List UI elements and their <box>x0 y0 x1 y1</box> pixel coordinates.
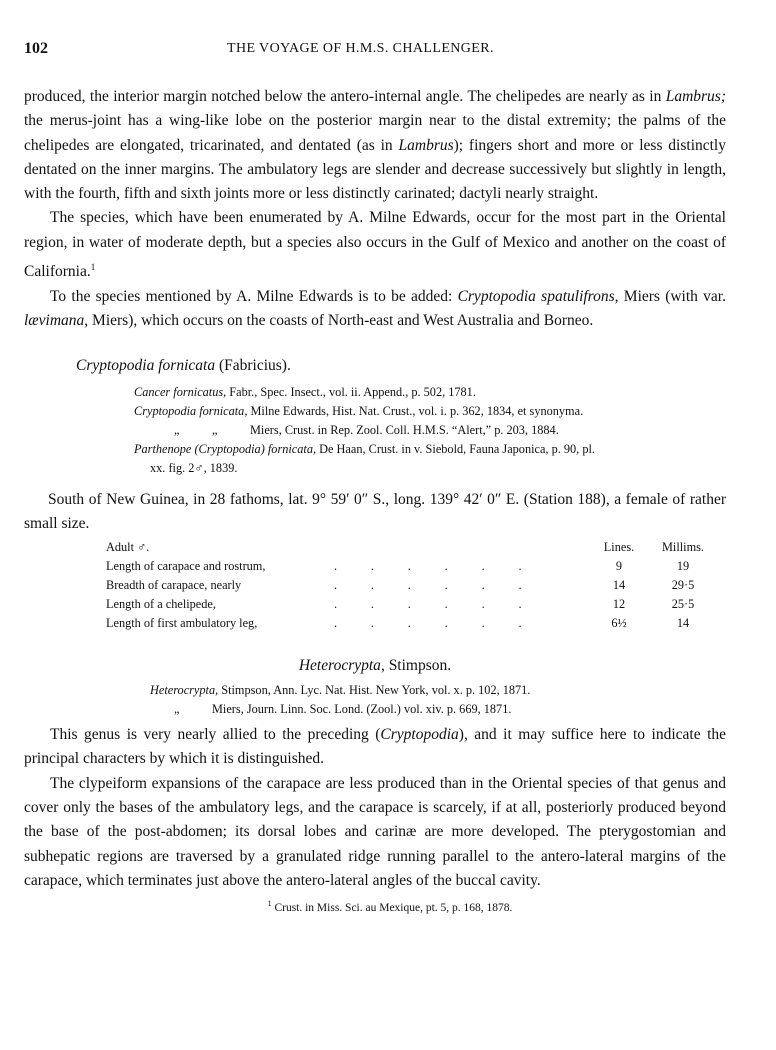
leader-dots: . . . . . . <box>334 616 522 631</box>
genus-synonym-entry: „ Miers, Journ. Linn. Soc. Lond. (Zool.) vol. xiv. p. 669, 1871. <box>174 702 512 717</box>
species-heading: Cryptopodia fornicata (Fabricius). <box>76 357 291 375</box>
measurement-lines: 14 <box>612 578 626 593</box>
page-number: 102 <box>24 40 48 57</box>
running-title: THE VOYAGE OF H.M.S. CHALLENGER. <box>227 41 494 56</box>
genus-heading: Heterocrypta, Stimpson. <box>298 657 452 675</box>
measurement-millims: 29·5 <box>671 578 695 593</box>
measurement-row <box>106 578 714 597</box>
paragraph-genus-description: The clypeiform expansions of the carapace are less produced than in the Oriental species of that genus and cover only the bases of the ambulatory legs, and the carapace is scarcely, if at all, posteriorly produced beyond the base of the post-abdomen; its dorsal lobes and carinæ are more developed. The pterygostomian and subhepatic regions are traversed by a granulated ridge running parallel to the antero-lateral margins of the carapace, which terminates just above the antero-lateral angles of the buccal cavity. <box>24 774 726 889</box>
leader-dots: . . . . . . <box>334 597 522 612</box>
measurement-millims: 14 <box>676 616 690 631</box>
measurement-lines: 6½ <box>611 616 627 631</box>
footnote-mark: 1 <box>267 899 272 909</box>
synonym-entry: Cryptopodia fornicata, Milne Edwards, Hist. Nat. Crust., vol. i. p. 362, 1834, et synonyma. <box>134 404 584 419</box>
paragraph-added-species: To the species mentioned by A. Milne Edwards is to be added: Cryptopodia spatulifrons, Miers (with var. lævimana, Miers), which occurs on the coasts of North-east and West Australia and Borneo. <box>24 287 726 329</box>
synonym-entry: Parthenope (Cryptopodia) fornicata, De Haan, Crust. in v. Siebold, Fauna Japonica, p. 90, pl. <box>134 442 595 457</box>
paragraph-genus-characters: produced, the interior margin notched below the antero-internal angle. The chelipedes are nearly as in Lambrus; the merus-joint has a wing-like lobe on the posterior margin near to the distal extremity; the palms of the chelipedes are elongated, tricarinated, and dentated (as in Lambrus); fingers short and more or less distinctly dentated on the inner margins. The ambulatory legs are slender and decrease successively but slightly in length, with the fourth, fifth and sixth joints more or less distinctly carinated; dactyli nearly straight. <box>24 88 726 203</box>
measurements-heading: Adult ♂. <box>106 540 150 555</box>
measurement-lines: 9 <box>615 559 623 574</box>
synonymy-list <box>24 383 726 478</box>
measurement-row <box>106 616 714 635</box>
locality-text: South of New Guinea, in 28 fathoms, lat. 9° 59′ 0″ S., long. 139° 42′ 0″ E. (Station 188), a female of rather small size. <box>24 491 726 533</box>
measurements-table <box>106 540 714 635</box>
paragraph-genus-affinity: This genus is very nearly allied to the preceding (Cryptopodia), and it may suffice here to indicate the principal characters by which it is distinguished. <box>24 726 727 768</box>
leader-dots: . . . . . . <box>334 559 522 574</box>
measurement-row <box>106 597 714 616</box>
measurement-millims: 25·5 <box>671 597 695 612</box>
synonym-entry: „ „ Miers, Crust. in Rep. Zool. Coll. H.M.S. “Alert,” p. 203, 1884. <box>174 423 559 438</box>
paragraph-distribution: The species, which have been enumerated by A. Milne Edwards, occur for the most part in the Oriental region, in water of moderate depth, but a species also occurs in the Gulf of Mexico and another on the coast of California.$^1$ <box>24 209 726 281</box>
measurement-row <box>106 559 714 578</box>
genus-synonymy <box>24 681 726 719</box>
synonym-entry-continued: xx. fig. 2♂, 1839. <box>150 461 238 476</box>
synonym-entry: Cancer fornicatus, Fabr., Spec. Insect., vol. ii. Append., p. 502, 1781. <box>134 385 476 400</box>
footnote-ref[interactable]: 1 <box>90 262 96 273</box>
leader-dots: . . . . . . <box>334 578 522 593</box>
measurement-label: Breadth of carapace, nearly <box>106 578 242 593</box>
measurement-millims: 19 <box>676 559 690 574</box>
measurement-label: Length of first ambulatory leg, <box>106 616 258 631</box>
measurement-label: Length of a chelipede, <box>106 597 216 612</box>
page <box>24 40 726 914</box>
measurement-lines: 12 <box>612 597 626 612</box>
measurement-label: Length of carapace and rostrum, <box>106 559 266 574</box>
footnote: $^1$ Crust. in Miss. Sci. au Mexique, pt. 5, p. 168, 1878. <box>267 899 513 915</box>
column-header-lines: Lines. <box>603 540 635 555</box>
measurements-header-row <box>106 540 714 559</box>
column-header-millims: Millims. <box>661 540 705 555</box>
genus-synonym-entry: Heterocrypta, Stimpson, Ann. Lyc. Nat. Hist. New York, vol. x. p. 102, 1871. <box>150 683 531 698</box>
running-header <box>24 40 726 64</box>
